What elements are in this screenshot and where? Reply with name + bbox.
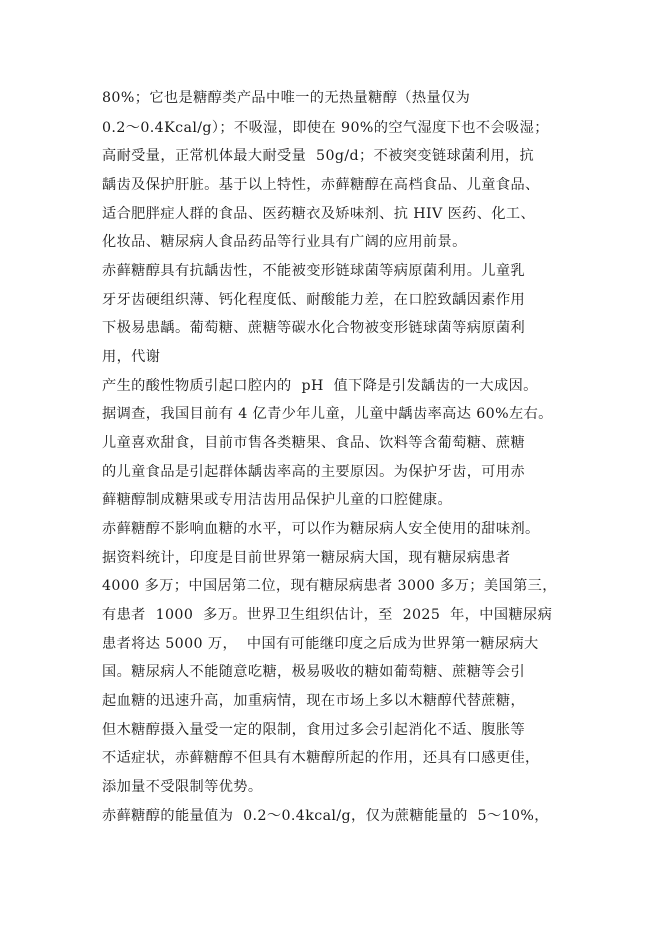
text-line: 的儿童食品是引起群体龋齿率高的主要原因。为保护牙齿，可用赤 xyxy=(102,464,526,480)
text-line: 80%；它也是糖醇类产品中唯一的无热量糖醇（热量仅为 xyxy=(102,90,471,106)
text-line: 不适症状，赤藓糖醇不但具有木糖醇所起的作用，还具有口感更佳， xyxy=(102,750,540,766)
text-line: 国。糖尿病人不能随意吃糖，极易吸收的糖如葡萄糖、蔗糖等会引 xyxy=(102,664,526,680)
text-line: 下极易患龋。葡萄糖、蔗糖等碳水化合物被变形链球菌等病原菌利 xyxy=(102,320,526,336)
text-line: 牙牙齿硬组织薄、钙化程度低、耐酸能力差，在口腔致龋因素作用 xyxy=(102,292,526,308)
text-line: 赤藓糖醇不影响血糖的水平，可以作为糖尿病人安全使用的甜味剂。 xyxy=(102,521,540,537)
text-line: 起血糖的迅速升高，加重病情，现在市场上多以木糖醇代替蔗糖， xyxy=(102,693,526,709)
text-line: 据调查，我国目前有 4 亿青少年儿童，儿童中龋齿率高达 60%左右。 xyxy=(102,406,553,422)
text-line: 高耐受量，正常机体最大耐受量 50g/d；不被突变链球菌利用，抗 xyxy=(102,148,535,164)
text-line: 赤藓糖醇的能量值为 0.2～0.4kcal/g，仅为蔗糖能量的 5～10%， xyxy=(102,808,549,824)
text-line: 4000 多万；中国居第二位，现有糖尿病患者 3000 多万；美国第三， xyxy=(102,578,557,594)
text-line: 化妆品、糖尿病人食品药品等行业具有广阔的应用前景。 xyxy=(102,234,467,250)
text-line: 用，代谢 xyxy=(102,349,161,365)
text-line: 适合肥胖症人群的食品、医药糖衣及矫味剂、抗 HIV 医药、化工、 xyxy=(102,206,536,222)
text-line: 藓糖醇制成糖果或专用洁齿用品保护儿童的口腔健康。 xyxy=(102,492,453,508)
text-line: 据资料统计，印度是目前世界第一糖尿病大国，现有糖尿病患者 xyxy=(102,550,511,566)
text-line: 0.2～0.4Kcal/g）；不吸湿，即使在 90%的空气湿度下也不会吸湿； xyxy=(102,120,549,136)
text-line: 儿童喜欢甜食，目前市售各类糖果、食品、饮料等含葡萄糖、蔗糖 xyxy=(102,435,526,451)
text-line: 赤藓糖醇具有抗龋齿性，不能被变形链球菌等病原菌利用。儿童乳 xyxy=(102,263,526,279)
text-line: 有患者 1000 多万。世界卫生组织估计，至 2025 年，中国糖尿病 xyxy=(102,607,553,623)
text-line: 但木糖醇摄入量受一定的限制，食用过多会引起消化不适、腹胀等 xyxy=(102,722,526,738)
text-line: 患者将达 5000 万， 中国有可能继印度之后成为世界第一糖尿病大 xyxy=(102,636,539,652)
text-line: 产生的酸性物质引起口腔内的 pH 值下降是引发龋齿的一大成因。 xyxy=(102,378,538,394)
text-line: 添加量不受限制等优势。 xyxy=(102,779,263,795)
text-line: 龋齿及保护肝脏。基于以上特性，赤藓糖醇在高档食品、儿童食品、 xyxy=(102,177,540,193)
